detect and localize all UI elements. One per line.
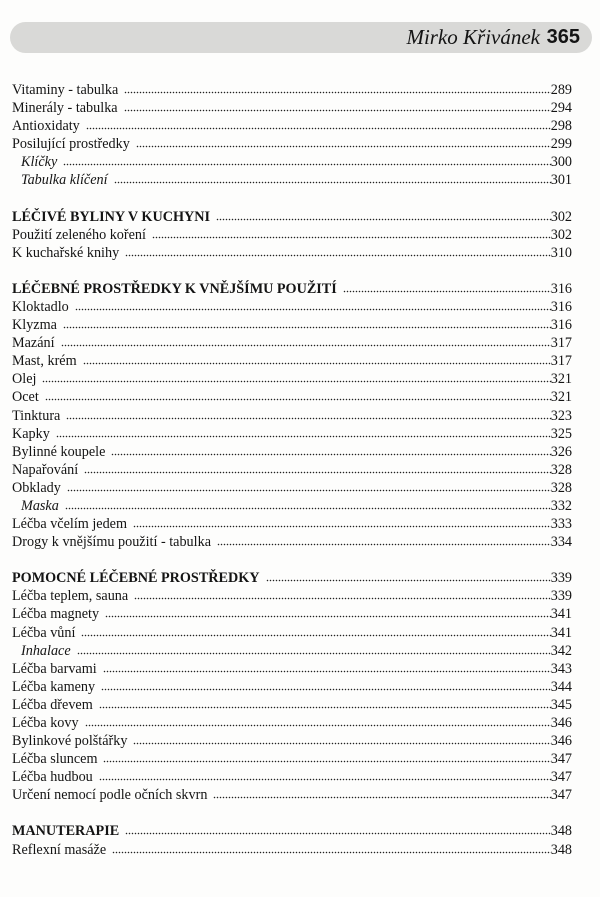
dot-leader	[99, 706, 551, 709]
toc-entry	[12, 841, 572, 859]
entry-page-number: 294	[550, 100, 572, 117]
entry-page-number: 348	[550, 823, 572, 840]
toc-entry	[12, 99, 572, 117]
entry-page-number: 347	[550, 769, 572, 786]
entry-page-number: 289	[550, 82, 572, 98]
entry-title: Kapky	[12, 425, 50, 442]
dot-leader	[67, 489, 551, 492]
dot-leader	[133, 525, 551, 528]
entry-page-number: 333	[550, 516, 572, 533]
entry-title: Antioxidaty	[12, 118, 80, 135]
entry-page-number: 342	[550, 642, 572, 659]
dot-leader	[216, 218, 551, 221]
entry-title: Léčba kameny	[12, 678, 96, 695]
toc-entry	[12, 226, 572, 244]
dot-leader	[105, 615, 551, 618]
toc-entry	[12, 786, 572, 804]
entry-title: Léčba teplem, sauna	[12, 588, 129, 605]
entry-title: Minerály - tabulka	[12, 100, 118, 117]
entry-title: Bylinkové polštářky	[12, 733, 128, 750]
entry-title: Léčba barvami	[12, 660, 97, 677]
table-of-contents	[12, 81, 572, 877]
entry-title: Drogy k vnějšímu použití - tabulka	[12, 534, 211, 551]
toc-heading	[12, 569, 572, 587]
entry-page-number: 298	[550, 118, 572, 135]
entry-title: Ocet	[12, 389, 39, 406]
toc-entry	[12, 425, 572, 443]
toc-section	[12, 822, 572, 858]
dot-leader	[99, 778, 551, 781]
running-header	[10, 22, 592, 53]
toc-entry	[12, 81, 572, 99]
entry-title: LÉČIVÉ BYLINY V KUCHYNI	[12, 208, 211, 225]
dot-leader	[66, 417, 550, 420]
toc-entry	[12, 316, 572, 334]
dot-leader	[217, 543, 551, 546]
entry-title: Léčba kovy	[12, 715, 79, 731]
toc-entry	[12, 587, 572, 605]
entry-title: Inhalace	[21, 642, 71, 659]
toc-entry	[12, 696, 572, 714]
dot-leader	[56, 435, 551, 438]
entry-title: Olej	[12, 371, 37, 388]
entry-page-number: 343	[550, 660, 572, 677]
toc-entry	[12, 334, 572, 352]
entry-page-number: 321	[550, 389, 572, 406]
entry-page-number: 299	[550, 136, 572, 153]
entry-page-number: 316	[550, 298, 572, 315]
entry-page-number: 317	[550, 335, 572, 352]
toc-entry	[12, 750, 572, 768]
entry-page-number: 339	[550, 570, 572, 587]
entry-page-number: 332	[550, 497, 572, 514]
entry-page-number: 316	[550, 280, 572, 297]
toc-entry	[12, 768, 572, 786]
header-page-number: 365	[546, 26, 580, 48]
dot-leader	[136, 145, 551, 148]
entry-title: Léčba hudbou	[12, 769, 93, 786]
entry-title: LÉČEBNÉ PROSTŘEDKY K VNĚJŠÍMU POUŽITÍ	[12, 280, 337, 297]
entry-page-number: 346	[550, 733, 572, 750]
entry-page-number: 328	[550, 479, 572, 496]
toc-entry	[12, 515, 572, 533]
dot-leader	[63, 326, 551, 329]
entry-page-number: 302	[550, 208, 572, 225]
dot-leader	[86, 127, 551, 130]
dot-leader	[266, 579, 551, 582]
entry-title: K kuchařské knihy	[12, 244, 120, 261]
dot-leader	[114, 181, 551, 184]
toc-entry	[12, 660, 572, 678]
entry-title: Napařování	[12, 461, 79, 478]
entry-title: Určení nemocí podle očních skvrn	[12, 787, 208, 804]
entry-title: Mazání	[12, 335, 55, 352]
entry-title: Léčba včelím jedem	[12, 516, 128, 533]
dot-leader	[125, 832, 551, 835]
dot-leader	[124, 109, 551, 112]
entry-title: Klíčky	[21, 154, 58, 171]
dot-leader	[101, 688, 551, 691]
dot-leader	[213, 796, 550, 799]
entry-page-number: 302	[550, 226, 572, 243]
entry-page-number: 301	[550, 172, 572, 189]
dot-leader	[85, 724, 551, 727]
entry-title: Bylinné koupele	[12, 443, 106, 460]
dot-leader	[63, 163, 550, 166]
toc-entry	[12, 624, 572, 642]
entry-page-number: 310	[550, 244, 572, 261]
toc-section	[12, 208, 572, 262]
toc-heading	[12, 280, 572, 298]
dot-leader	[61, 344, 551, 347]
dot-leader	[152, 236, 551, 239]
toc-section	[12, 81, 572, 190]
entry-page-number: 326	[550, 443, 572, 460]
entry-title: Léčba magnety	[12, 606, 100, 623]
entry-page-number: 317	[550, 353, 572, 370]
toc-entry	[12, 461, 572, 479]
toc-entry	[12, 352, 572, 370]
toc-entry	[12, 443, 572, 461]
toc-entry	[12, 678, 572, 696]
dot-leader	[133, 742, 550, 745]
toc-entry	[12, 533, 572, 551]
entry-title: Léčba vůní	[12, 624, 76, 641]
dot-leader	[83, 362, 551, 365]
header-author: Mirko Křivánek	[406, 25, 540, 49]
entry-title: Léčba sluncem	[12, 751, 98, 768]
entry-title: Klyzma	[12, 317, 57, 334]
entry-title: Mast, krém	[12, 353, 77, 370]
toc-heading	[12, 208, 572, 226]
dot-leader	[112, 851, 551, 854]
toc-section	[12, 569, 572, 804]
entry-title: POMOCNÉ LÉČEBNÉ PROSTŘEDKY	[12, 570, 260, 587]
entry-page-number: 323	[550, 407, 572, 424]
toc-entry	[12, 171, 572, 189]
dot-leader	[42, 380, 550, 383]
entry-title: Maska	[21, 497, 59, 514]
entry-title: MANUTERAPIE	[12, 823, 120, 840]
dot-leader	[81, 634, 550, 637]
toc-entry	[12, 153, 572, 171]
dot-leader	[103, 760, 550, 763]
toc-entry	[12, 135, 572, 153]
entry-title: Reflexní masáže	[12, 841, 107, 858]
dot-leader	[77, 652, 551, 655]
entry-title: Tabulka klíčení	[21, 172, 108, 189]
entry-page-number: 321	[550, 371, 572, 388]
toc-heading	[12, 822, 572, 840]
toc-entry	[12, 117, 572, 135]
dot-leader	[75, 308, 551, 311]
dot-leader	[45, 398, 551, 401]
toc-entry	[12, 244, 572, 262]
entry-title: Kloktadlo	[12, 298, 69, 315]
entry-page-number: 339	[550, 588, 572, 605]
entry-page-number: 347	[550, 787, 572, 804]
entry-page-number: 341	[550, 624, 572, 641]
toc-entry	[12, 407, 572, 425]
toc-entry	[12, 497, 572, 515]
entry-page-number: 345	[550, 696, 572, 713]
entry-page-number: 348	[550, 841, 572, 858]
entry-title: Vitaminy - tabulka	[12, 82, 119, 98]
dot-leader	[84, 471, 551, 474]
entry-title: Léčba dřevem	[12, 696, 93, 713]
toc-section	[12, 280, 572, 551]
entry-page-number: 334	[550, 534, 572, 551]
toc-entry	[12, 642, 572, 660]
entry-title: Použití zeleného koření	[12, 226, 146, 243]
entry-title: Tinktura	[12, 407, 61, 424]
entry-page-number: 325	[550, 425, 572, 442]
entry-page-number: 344	[550, 678, 572, 695]
dot-leader	[103, 670, 551, 673]
toc-entry	[12, 732, 572, 750]
dot-leader	[65, 507, 551, 510]
toc-entry	[12, 479, 572, 497]
toc-entry	[12, 370, 572, 388]
toc-entry	[12, 298, 572, 316]
dot-leader	[125, 254, 551, 257]
entry-title: Obklady	[12, 479, 61, 496]
dot-leader	[343, 290, 551, 293]
dot-leader	[124, 91, 550, 94]
entry-page-number: 300	[550, 154, 572, 171]
dot-leader	[134, 597, 551, 600]
toc-entry	[12, 605, 572, 623]
entry-page-number: 347	[550, 751, 572, 768]
entry-page-number: 341	[550, 606, 572, 623]
entry-page-number: 316	[550, 317, 572, 334]
entry-page-number: 328	[550, 461, 572, 478]
toc-entry	[12, 388, 572, 406]
dot-leader	[111, 453, 550, 456]
entry-page-number: 346	[550, 715, 572, 731]
toc-entry	[12, 714, 572, 732]
entry-title: Posilující prostředky	[12, 136, 130, 153]
